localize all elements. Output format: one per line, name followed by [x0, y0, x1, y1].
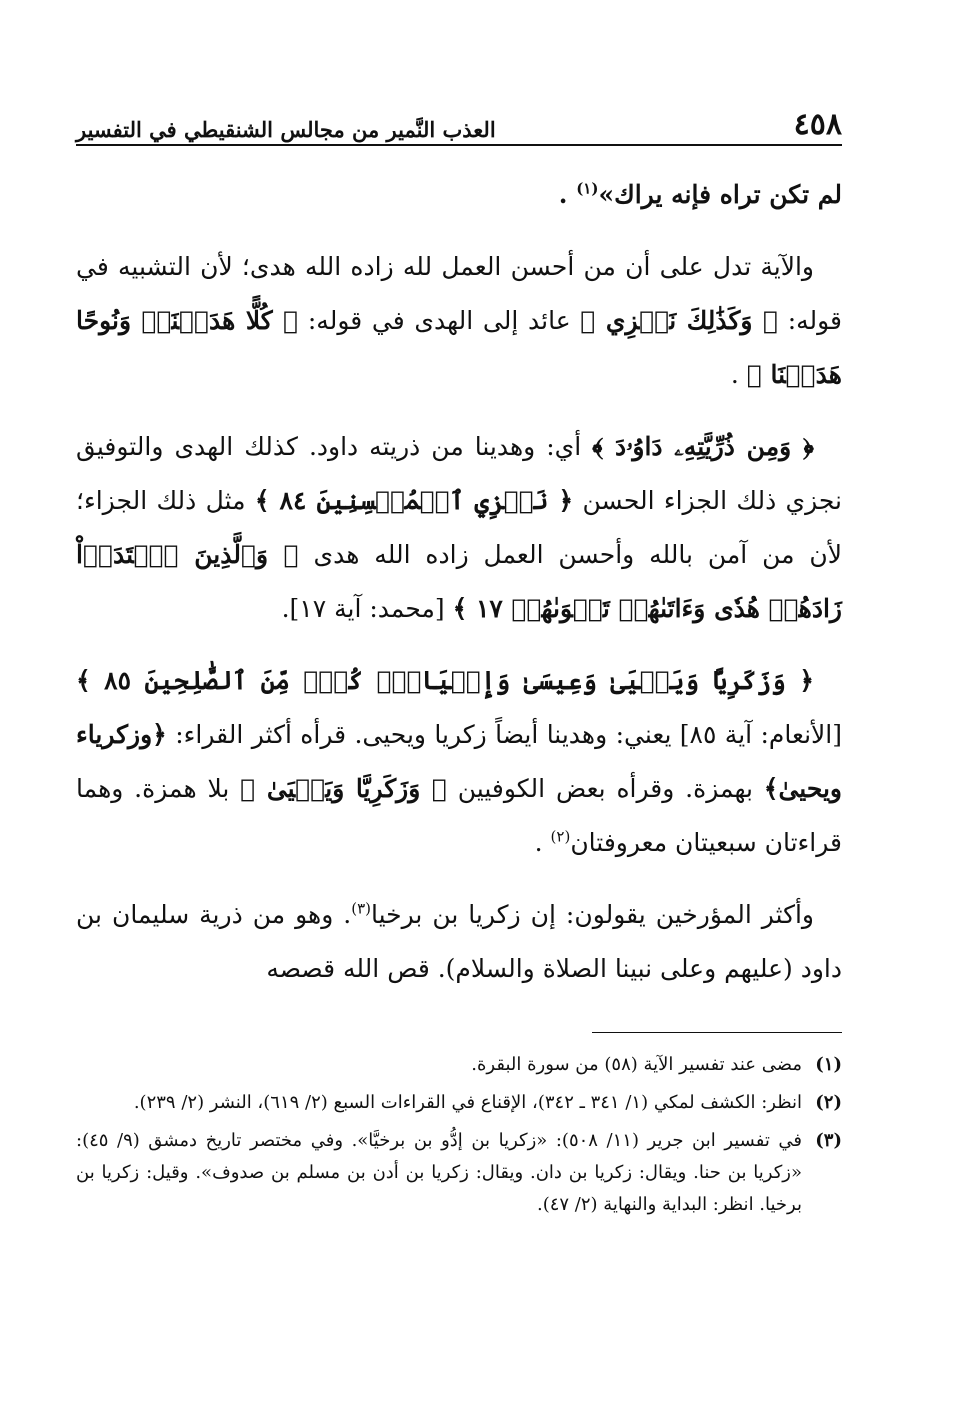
- quran-quote: ﴿ وَزَكَرِيَّا وَيَحۡيَىٰ ﴾: [240, 774, 447, 803]
- footnote-number: (٢): [815, 1092, 842, 1113]
- footnotes: [76, 1049, 842, 1221]
- paragraph-5: [76, 888, 842, 996]
- quran-quote: ﴿ وَٱلَّذِينَ ٱهۡتَدَوۡاْ زَادَهُمۡ هُدٗى وَءَاتَىٰهُمۡ تَقۡوَىٰهُمۡ ١٧ ﴾: [76, 540, 842, 623]
- footnote-text: انظر: الكشف لمكي (١/ ٣٤١ ـ ٣٤٢)، الإقناع في القراءات السبع (٢/ ٦١٩)، النشر (٢/ ٢٣٩).: [133, 1092, 802, 1113]
- text: مثل ذلك الجزاء؛ لأن من آمن بالله وأحسن العمل زاده الله هدى: [76, 486, 842, 569]
- text: . وهو من ذرية سليمان بن داود (عليهم وعلى نبينا الصلاة والسلام). قص الله قصصه: [76, 900, 842, 983]
- text: أي: وهدينا من ذريته داود. كذلك الهدى والتوفيق نجزي ذلك الجزاء الحسن: [76, 432, 842, 515]
- text: .: [534, 828, 551, 857]
- paragraph-2: [76, 240, 842, 402]
- text: عائد إلى الهدى في قوله:: [298, 306, 581, 335]
- paragraph-1: [76, 168, 842, 222]
- quran-quote: ﴿ كُلًّا هَدَيۡنَاۚ وَنُوحًا هَدَيۡنَا ﴾: [76, 306, 842, 389]
- main-text: [76, 168, 842, 996]
- footnote-3: [76, 1125, 842, 1221]
- page-number: ٤٥٨: [793, 107, 842, 142]
- quran-quote: ﴿ وَمِن ذُرِّيَّتِهِۦ دَاوُۥدَ ﴾: [592, 432, 815, 461]
- text: .: [558, 180, 577, 209]
- text: بلا همزة. وهما قراءتان سبعيتان معروفتان: [76, 774, 842, 857]
- footnote-number: (١): [815, 1054, 842, 1075]
- text: .: [730, 360, 747, 389]
- text: [محمد: آية ١٧].: [281, 594, 453, 623]
- paragraph-4: [76, 654, 842, 870]
- footnote-number: (٣): [815, 1130, 842, 1151]
- text: [الأنعام: آية ٨٥] يعني: وهدينا أيضاً زكريا ويحيى. قرأه أكثر القراء:: [166, 720, 842, 749]
- text: وأكثر المؤرخين يقولون: إن زكريا بن برخيا: [370, 900, 814, 929]
- footnote-ref-2: (٢): [550, 827, 571, 846]
- footnote-2: [76, 1087, 842, 1119]
- text: والآية تدل على أن من أحسن العمل لله زاده الله هدى؛ لأن التشبيه في قوله:: [76, 252, 843, 335]
- quran-quote: ﴿وزكرياء ويحيىٰ﴾: [76, 720, 842, 803]
- quran-quote: ﴿ نَجۡزِي ٱلۡمُحۡسِنِينَ ٨٤ ﴾: [254, 486, 574, 515]
- footnote-1: [76, 1049, 842, 1081]
- quran-quote: ﴿ وَزَكَرِيَّا وَيَحۡيَىٰ وَعِيسَىٰ وَإِلۡيَاسَۖ كُلّٞ مِّنَ ٱلصَّٰلِحِينَ ٨٥ ﴾: [76, 666, 814, 695]
- footnote-ref-1: (١): [576, 179, 599, 198]
- paragraph-3: [76, 420, 842, 636]
- footnote-text: مضى عند تفسير الآية (٥٨) من سورة البقرة.: [471, 1054, 802, 1075]
- footnote-divider: [592, 1032, 842, 1033]
- text: لم تكن تراه فإنه يراك»: [598, 180, 842, 209]
- page-header: [76, 96, 842, 146]
- footnote-ref-3: (٣): [351, 899, 371, 918]
- quran-quote: ﴿ وَكَذَٰلِكَ نَجۡزِي ﴾: [580, 306, 778, 335]
- footnote-text: في تفسير ابن جرير (١١/ ٥٠٨): «زكريا بن إدُّو بن برخيَّا». وفي مختصر تاريخ دمشق (٩/ ٤٥): «زكريا بن حنا. ويقال: زكريا بن دان. ويقال: زكريا بن أدن بن مسلم بن صدوف». وقيل: زكريا بن برخيا. انظر: البداية والنهاية (٢/ ٤٧).: [76, 1130, 803, 1215]
- text: بهمزة. وقرأه بعض الكوفيين: [446, 774, 764, 803]
- running-title: العذب النَّمير من مجالس الشنقيطي في التفسير: [76, 117, 496, 142]
- book-page: [76, 96, 842, 1227]
